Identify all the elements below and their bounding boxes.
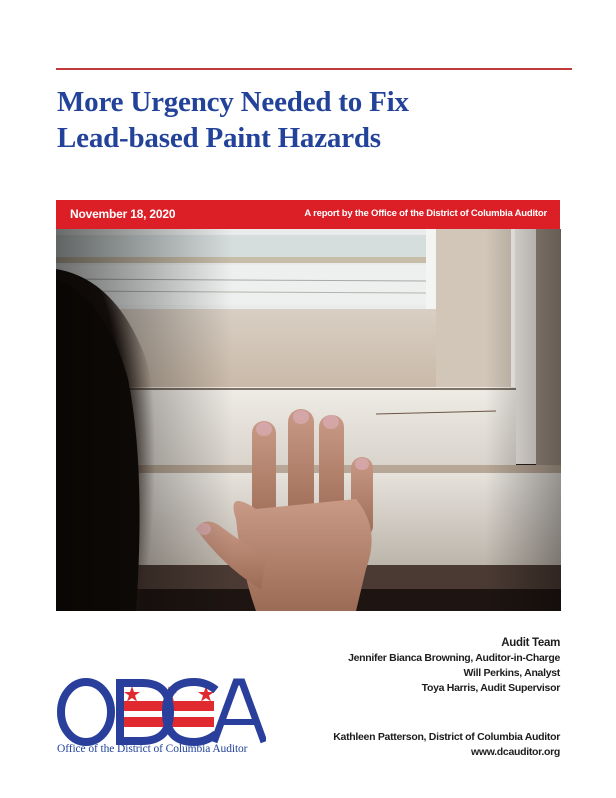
auditor-block (333, 730, 560, 760)
team-member: Jennifer Bianca Browning, Auditor-in-Charge (348, 652, 560, 664)
report-byline: A report by the Office of the District of Columbia Auditor (304, 208, 547, 219)
auditor-name: Kathleen Patterson, District of Columbia Auditor (333, 731, 560, 743)
title-line-1: More Urgency Needed to Fix (57, 86, 409, 118)
cover-photo (56, 229, 561, 611)
window-sill-hand-image (56, 229, 561, 611)
title-line-2: Lead-based Paint Hazards (57, 122, 381, 154)
audit-team-block (348, 636, 560, 696)
audit-team-heading: Audit Team (501, 637, 560, 649)
report-title (57, 84, 557, 156)
top-rule-divider (56, 68, 572, 70)
logo-caption: Office of the District of Columbia Auditor (57, 743, 248, 755)
website-link[interactable]: www.dcauditor.org (470, 746, 560, 758)
team-member: Toya Harris, Audit Supervisor (421, 682, 560, 694)
team-member: Will Perkins, Analyst (463, 667, 560, 679)
date-banner (56, 200, 560, 229)
report-date: November 18, 2020 (70, 207, 176, 221)
